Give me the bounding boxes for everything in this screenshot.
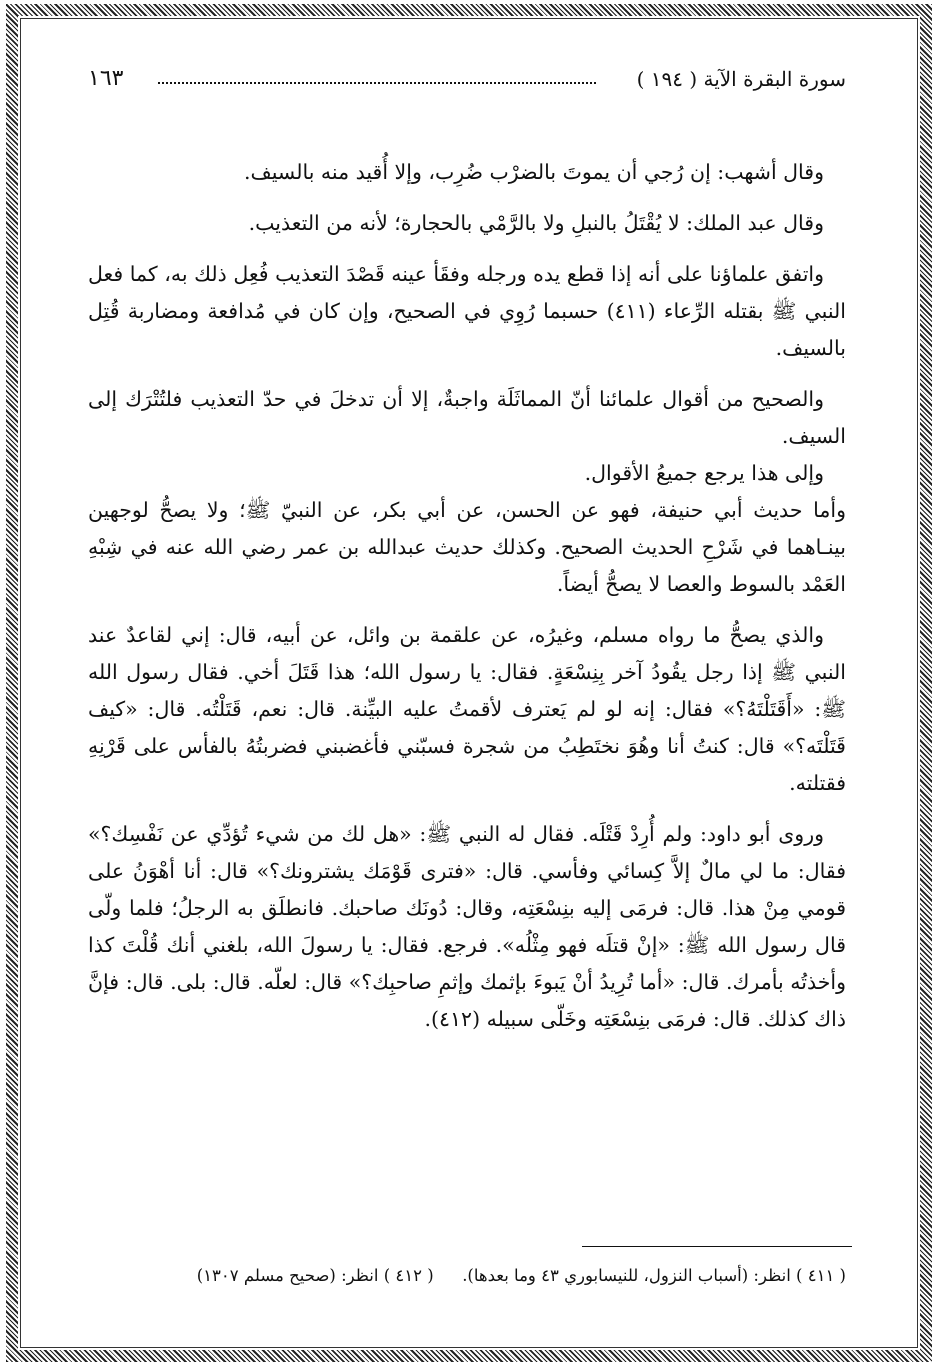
page-content bbox=[88, 60, 846, 1052]
paragraph-agreement: واتفق علماؤنا على أنه إذا قطع يده ورجله وفقَأ عينه قَصْدَ التعذيب فُعِل ذلك به، كما فعل النبي ﷺ بقتله الرِّعاء (٤١١) حسبما رُوِي في الصحيح، وإن كان في مُدافعة ومضاربة قُتِل بالسيف. bbox=[88, 262, 846, 360]
paragraph-abu-dawud: وروى أبو داود: ولم أُرِدْ قَتْلَه. فقال له النبي ﷺ: «هل لك من شيء تُؤدِّي عن نَفْسِك؟» فقال: ما لي مالٌ إلاَّ كِسائي وفأسي. قال: «فترى قَوْمَك يشترونك؟» قال: أنا أهْوَنُ على قومي مِنْ هذا. قال: فرمَى إليه بنِسْعَتِه، وقال: دُونَك صاحبك. فانطلَق به الرجلُ؛ فلما ولّى قال رسول الله ﷺ: «إنْ قتلَه فهو مِثْلُه». فرجع. فقال: يا رسولَ الله، بلغني أنك قُلْتَ كذا وأخذتُه بأمرك. قال: «أما تُرِيدُ أنْ يَبوءَ بإثمك وإثمِ صاحبِك؟» قال: لعلّه. قال: بلى. قال: فإنَّ ذاك كذلك. قال: فرمَى بنِسْعَتِه وخَلّى سبيله (٤١٢). bbox=[88, 822, 846, 1031]
page-header bbox=[88, 60, 846, 96]
running-title: سورة البقرة الآية ( ١٩٤ ) bbox=[636, 67, 846, 91]
header-dotted-leader bbox=[158, 82, 596, 84]
page-number: ١٦٣ bbox=[88, 66, 124, 91]
footnote-411: ( ٤١١ ) انظر: (أسباب النزول، للنيسابوري ٤٣ وما بعدها). bbox=[462, 1266, 846, 1285]
paragraph-ashhab: وقال أشهب: إن رُجي أن يموتَ بالضرْب ضُرِب، وإلا أُقيد منه بالسيف. bbox=[244, 160, 824, 184]
paragraph-muslim-hadith: والذي يصحُّ ما رواه مسلم، وغيرُه، عن علقمة بن وائل، عن أبيه، قال: إني لقاعدٌ عند النبي ﷺ إذا رجل يقُودُ آخر بِنِسْعَةٍ. فقال: يا رسول الله؛ هذا قَتَلَ أخي. فقال رسول الله ﷺ: «أَقَتَلْتَهُ؟» فقال: إنه لو لم يَعترف لأقمتُ عليه البيِّنة. قال: نعم، قَتَلْتُه. قال: «كيف قَتَلْتَه؟» قال: كنتُ أنا وهُوَ نختَطِبُ من شجرة فسبّني فأغضبني فضربتُهُ بالفأس على قَرْنِهِ فقتلته. bbox=[88, 623, 846, 795]
paragraph-correct-opinion: والصحيح من أقوال علمائنا أنّ المماثَلَة واجبةٌ، إلا أن تدخلَ في حدّ التعذيب فلتُتْرَك إلى السيف. bbox=[88, 387, 846, 448]
paragraph-abdulmalik: وقال عبد الملك: لا يُقْتَلُ بالنبلِ ولا بالرَّمْي بالحجارة؛ لأنه من التعذيب. bbox=[248, 211, 824, 235]
footnote-separator bbox=[582, 1246, 852, 1247]
page-body bbox=[88, 154, 846, 1038]
paragraph-all-opinions: وإلى هذا يرجع جميعُ الأقوال. bbox=[584, 461, 824, 485]
footnotes bbox=[88, 1262, 846, 1290]
paragraph-abu-hanifa: وأما حديث أبي حنيفة، فهو عن الحسن، عن أبي بكر، عن النبيّ ﷺ؛ ولا يصحُّ لوجهين بينـاهما في شَرْحِ الحديث الصحيح. وكذلك حديث عبدالله بن عمر رضي الله عنه في شِبْهِ العَمْد بالسوط والعصا لا يصحُّ أيضاً. bbox=[88, 498, 846, 596]
footnote-412: ( ٤١٢ ) انظر: (صحيح مسلم ١٣٠٧) bbox=[196, 1266, 434, 1285]
